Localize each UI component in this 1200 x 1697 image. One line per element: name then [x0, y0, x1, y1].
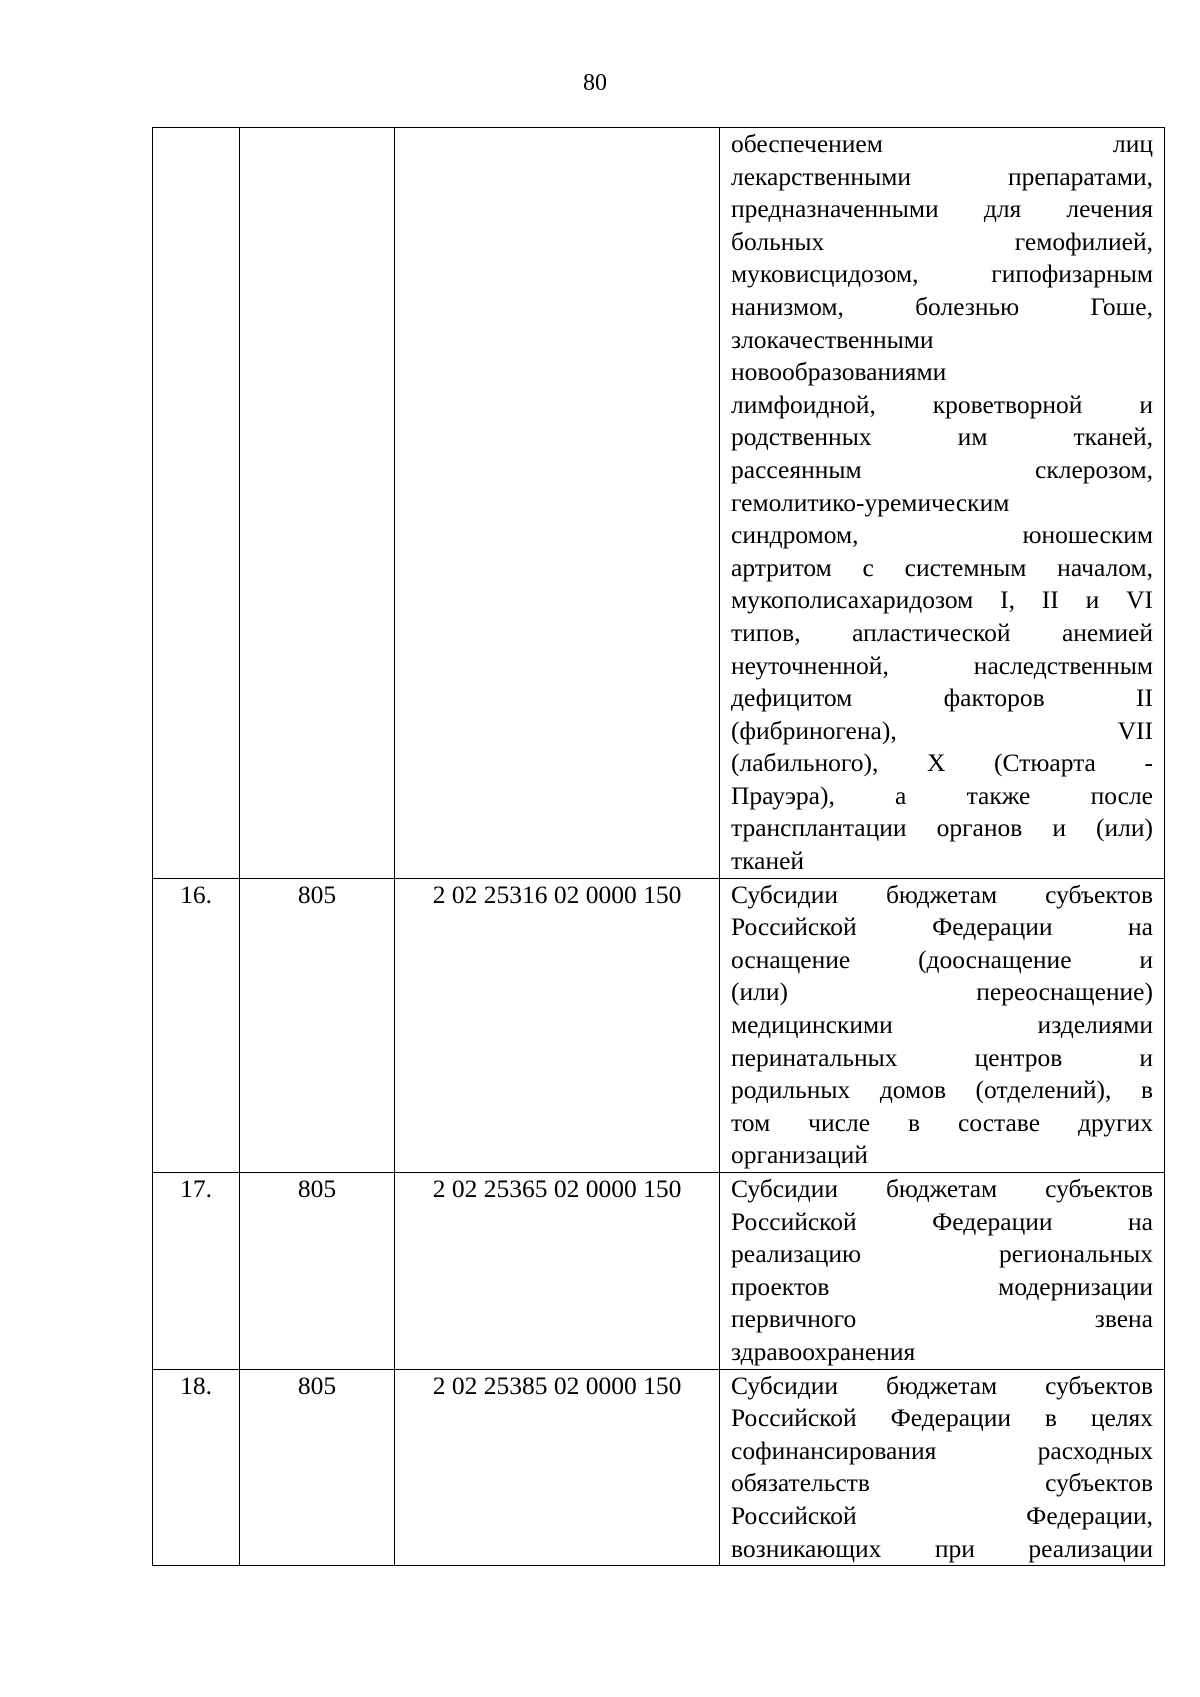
description-line: муковисцидозом, гипофизарным	[731, 259, 1153, 289]
admin-code-cell	[240, 128, 395, 879]
description-line: гемолитико-уремическим	[731, 487, 1010, 517]
table-row	[153, 878, 1165, 1172]
budget-code-cell	[395, 128, 720, 879]
description-line: медицинскими изделиями	[731, 1010, 1153, 1040]
description-line: мукополисахаридозом I, II и VI	[731, 585, 1153, 615]
description-line: родильных домов (отделений), в	[731, 1075, 1153, 1105]
description-line: обязательств субъектов	[731, 1468, 1153, 1498]
description-line: Российской Федерации на	[731, 1206, 1153, 1236]
description-cell	[720, 878, 1165, 1172]
description-line: организаций	[731, 1140, 868, 1170]
admin-code-cell: 805	[240, 1173, 395, 1370]
description-line: дефицитом факторов II	[731, 683, 1153, 713]
description-line: (фибриногена), VII	[731, 715, 1153, 745]
description-line: обеспечением лиц	[731, 129, 1153, 158]
budget-code-cell: 2 02 25385 02 0000 150	[395, 1369, 720, 1566]
description-line: тканей	[731, 846, 805, 876]
description-cell	[720, 1369, 1165, 1566]
description-line: Российской Федерации в целях	[731, 1403, 1153, 1433]
row-number-cell: 17.	[153, 1173, 240, 1370]
description-line: возникающих при реализации	[731, 1533, 1153, 1563]
description-line: том числе в составе других	[731, 1107, 1153, 1137]
description-line: лимфоидной, кроветворной и	[731, 389, 1153, 419]
description-line: (лабильного), X (Стюарта -	[731, 748, 1153, 778]
description-line: софинансирования расходных	[731, 1435, 1153, 1465]
table-row	[153, 128, 1165, 879]
description-line: проектов модернизации	[731, 1271, 1153, 1301]
description-line: Субсидии бюджетам субъектов	[731, 1370, 1153, 1400]
description-line: здравоохранения	[731, 1336, 916, 1366]
budget-code-cell: 2 02 25316 02 0000 150	[395, 878, 720, 1172]
description-line: перинатальных центров и	[731, 1042, 1153, 1072]
description-line: больных гемофилией,	[731, 226, 1153, 256]
description-line: Субсидии бюджетам субъектов	[731, 879, 1153, 909]
description-line: Субсидии бюджетам субъектов	[731, 1174, 1153, 1203]
description-line: артритом с системным началом,	[731, 552, 1153, 582]
row-number-cell: 16.	[153, 878, 240, 1172]
description-cell	[720, 1173, 1165, 1370]
row-number-cell	[153, 128, 240, 879]
description-line: оснащение (дооснащение и	[731, 944, 1153, 974]
description-line: реализацию региональных	[731, 1239, 1153, 1269]
budget-table	[152, 127, 1165, 1566]
description-line: новообразованиями	[731, 357, 947, 387]
admin-code-cell: 805	[240, 1369, 395, 1566]
table-row	[153, 1173, 1165, 1370]
page-number: 80	[583, 70, 607, 96]
admin-code-cell: 805	[240, 878, 395, 1172]
row-number-cell: 18.	[153, 1369, 240, 1566]
description-line: Российской Федерации,	[731, 1500, 1153, 1530]
description-line: (или) переоснащение)	[731, 977, 1153, 1007]
description-line: типов, апластической анемией	[731, 617, 1153, 647]
budget-code-cell: 2 02 25365 02 0000 150	[395, 1173, 720, 1370]
table-row	[153, 1369, 1165, 1566]
description-line: нанизмом, болезнью Гоше,	[731, 291, 1153, 321]
description-line: лекарственными препаратами,	[731, 161, 1153, 191]
description-cell	[720, 128, 1165, 879]
description-line: неуточненной, наследственным	[731, 650, 1153, 680]
description-line: родственных им тканей,	[731, 422, 1153, 452]
description-line: предназначенными для лечения	[731, 194, 1153, 224]
description-line: рассеянным склерозом,	[731, 454, 1153, 484]
description-line: первичного звена	[731, 1304, 1153, 1334]
description-line: Российской Федерации на	[731, 912, 1153, 942]
description-line: трансплантации органов и (или)	[731, 813, 1153, 843]
description-line: Прауэра), а также после	[731, 780, 1153, 810]
description-line: злокачественными	[731, 324, 934, 354]
description-line: синдромом, юношеским	[731, 520, 1153, 550]
